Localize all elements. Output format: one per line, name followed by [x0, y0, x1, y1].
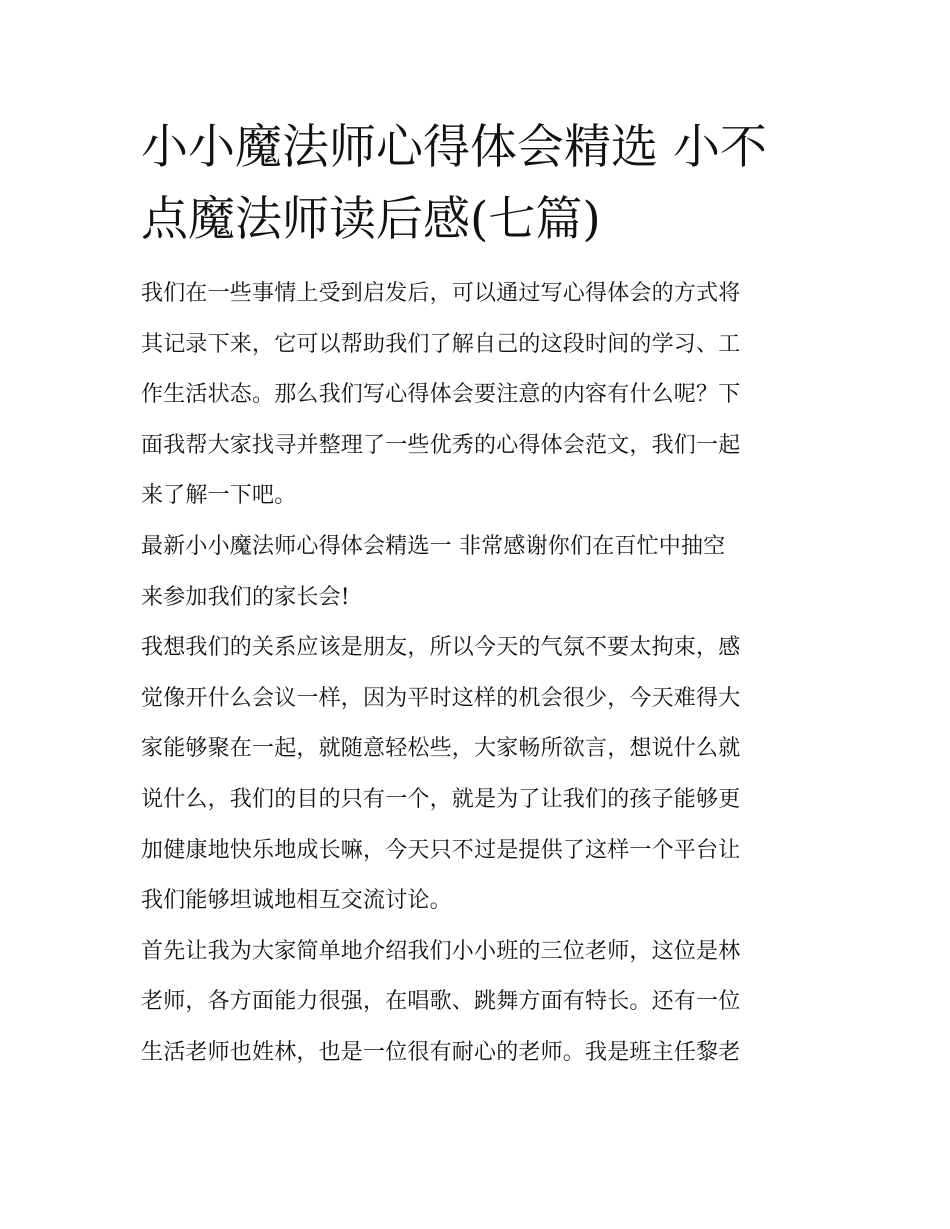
document-page: [141, 112, 816, 1079]
text-line: 家能够聚在一起，就随意轻松些，大家畅所欲言，想说什么就: [141, 736, 741, 762]
text-line: 来参加我们的家长会!: [141, 584, 350, 610]
text-line: 我们在一些事情上受到启发后，可以通过写心得体会的方式将: [141, 281, 741, 306]
text-line: 老师，各方面能力很强，在唱歌、跳舞方面有特长。还有一位: [141, 989, 741, 1015]
paragraph-intro: [141, 269, 816, 522]
text-line: 首先让我为大家简单地介绍我们小小班的三位老师，这位是林: [141, 938, 741, 964]
text-line: 说什么，我们的目的只有一个，就是为了让我们的孩子能够更: [141, 786, 741, 812]
paragraph-relationship: [141, 623, 816, 927]
text-line: 我们能够坦诚地相互交流讨论。: [141, 888, 452, 914]
paragraph-teachers: [141, 927, 816, 1079]
text-line: 其记录下来，它可以帮助我们了解自己的这段时间的学习、工: [141, 331, 741, 357]
title-line: 小小魔法师心得体会精选 小不: [141, 120, 767, 175]
title-line: 点魔法师读后感(七篇): [141, 192, 601, 247]
text-line: 最新小小魔法师心得体会精选一 非常感谢你们在百忙中抽空: [141, 533, 726, 559]
text-line: 面我帮大家找寻并整理了一些优秀的心得体会范文，我们一起: [141, 432, 741, 458]
document-title: [141, 112, 816, 256]
text-line: 来了解一下吧。: [141, 483, 297, 509]
text-line: 我想我们的关系应该是朋友，所以今天的气氛不要太拘束，感: [141, 635, 741, 661]
text-line: 加健康地快乐地成长嘛，今天只不过是提供了这样一个平台让: [141, 837, 741, 863]
text-line: 觉像开什么会议一样，因为平时这样的机会很少，今天难得大: [141, 685, 741, 711]
text-line: 生活老师也姓林，也是一位很有耐心的老师。我是班主任黎老: [141, 1039, 741, 1065]
text-line: 作生活状态。那么我们写心得体会要注意的内容有什么呢？下: [141, 382, 741, 408]
paragraph-section-one-heading: [141, 522, 816, 623]
